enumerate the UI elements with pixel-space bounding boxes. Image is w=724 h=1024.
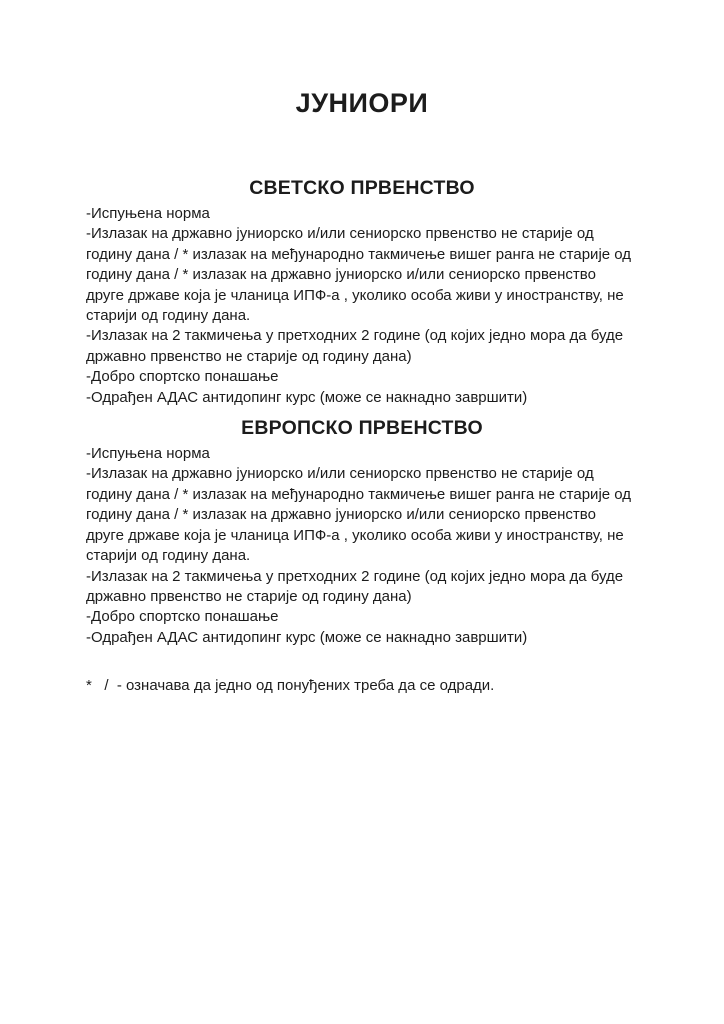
requirement-item: -Добро спортско понашање [86,608,279,626]
section-body-european [0,444,724,648]
section-heading-european: ЕВРОПСКО ПРВЕНСТВО [241,417,483,440]
requirement-item: -Добро спортско понашање [86,368,279,386]
requirement-item: -Испуњена норма [86,445,210,463]
requirement-item: -Излазак на 2 такмичења у претходних 2 године (од којих једно мора да буде државно првенство не старије од годину дана) [86,567,624,605]
requirement-item: -Испуњена норма [86,205,210,222]
requirement-item: -Излазак на 2 такмичења у претходних 2 године (од којих једно мора да буде државно првенство не старије од годину дана) [86,327,624,365]
section-heading-world: СВЕТСКО ПРВЕНСТВО [249,177,475,199]
section-body-world [0,204,724,408]
requirement-item: -Одрађен АДАС антидопинг курс (може се накнадно завршити) [86,628,528,646]
requirement-item: -Излазак на државно јуниорско и/или сениорско првенство не старије од годину дана / * излазак на међународно такмичење вишег ранга не старије од годину дана / * излазак на државно јуниорско и/или сениорско првенство друге државе која је чланица ИПФ-а , уколико особа живи у иностранству, не старији од годину дана. [86,465,632,565]
section-world-championship [0,176,724,408]
section-european-championship [0,416,724,648]
page-title: ЈУНИОРИ [295,88,429,118]
requirement-item: -Излазак на државно јуниорско и/или сениорско првенство не старије од годину дана / * излазак на међународно такмичење вишег ранга не старије од годину дана / * излазак на државно јуниорско и/или сениорско првенство друге државе која је чланица ИПФ-а , уколико особа живи у иностранству, не старији од годину дана. [86,225,632,325]
footnote-text: * / - означава да једно од понуђених треба да се одради. [86,677,495,695]
requirement-item: -Одрађен АДАС антидопинг курс (може се накнадно завршити) [86,388,528,406]
